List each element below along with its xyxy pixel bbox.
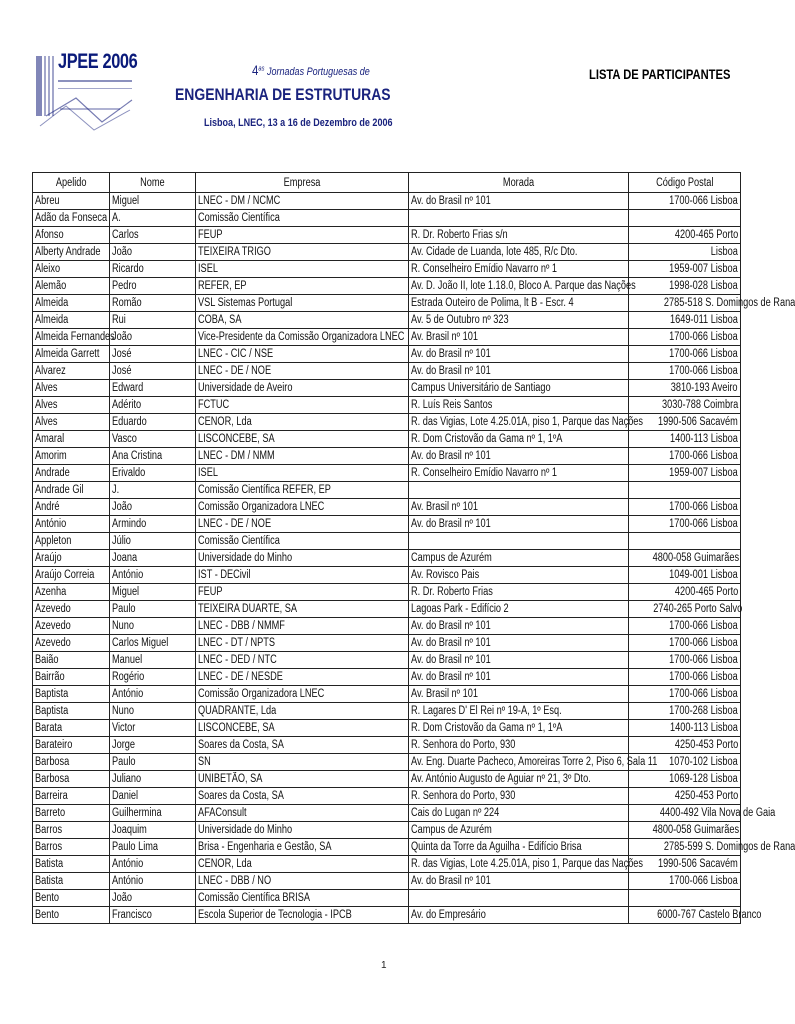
cell-apelido: Barros — [33, 822, 110, 839]
cell-empresa: LNEC - DE / NOE — [196, 516, 409, 533]
cell-empresa: Universidade do Minho — [196, 822, 409, 839]
cell-empresa: Comissão Científica REFER, EP — [196, 482, 409, 499]
event-place: Lisboa, LNEC, 13 a 16 de Dezembro de 2006 — [204, 117, 393, 129]
cell-codigo-postal: 1700-066 Lisboa — [629, 346, 741, 363]
table-row — [33, 278, 741, 295]
cell-morada: Av. do Brasil nº 101 — [409, 346, 629, 363]
cell-apelido: Araújo — [33, 550, 110, 567]
cell-apelido: Barbosa — [33, 771, 110, 788]
cell-apelido: Azevedo — [33, 618, 110, 635]
cell-apelido: Alves — [33, 397, 110, 414]
cell-morada: Av. Cidade de Luanda, lote 485, R/c Dto. — [409, 244, 629, 261]
cell-morada: Av. do Brasil nº 101 — [409, 873, 629, 890]
table-row — [33, 618, 741, 635]
event-title: ENGENHARIA DE ESTRUTURAS — [175, 85, 391, 104]
table-row — [33, 414, 741, 431]
cell-codigo-postal: 1700-066 Lisboa — [629, 635, 741, 652]
cell-codigo-postal: 1649-011 Lisboa — [629, 312, 741, 329]
cell-codigo-postal: 6000-767 Castelo Branco — [629, 907, 741, 924]
cell-nome: Nuno — [110, 703, 196, 720]
cell-empresa: LNEC - CIC / NSE — [196, 346, 409, 363]
cell-codigo-postal: 1400-113 Lisboa — [629, 720, 741, 737]
cell-codigo-postal: 1990-506 Sacavém — [629, 414, 741, 431]
cell-nome: João — [110, 329, 196, 346]
table-row — [33, 839, 741, 856]
cell-empresa: AFAConsult — [196, 805, 409, 822]
table-row — [33, 380, 741, 397]
cell-apelido: Adão da Fonseca — [33, 210, 110, 227]
cell-empresa: FEUP — [196, 584, 409, 601]
cell-apelido: Almeida Fernandes — [33, 329, 110, 346]
cell-codigo-postal: 1700-066 Lisboa — [629, 448, 741, 465]
cell-nome: António — [110, 567, 196, 584]
cell-nome: Vasco — [110, 431, 196, 448]
event-logo — [36, 50, 138, 134]
cell-codigo-postal: 1700-268 Lisboa — [629, 703, 741, 720]
table-body — [33, 193, 795, 924]
cell-apelido: Barreto — [33, 805, 110, 822]
cell-morada: Av. do Brasil nº 101 — [409, 193, 629, 210]
table-row — [33, 312, 741, 329]
cell-morada: Av. do Brasil nº 101 — [409, 448, 629, 465]
cell-codigo-postal: 1700-066 Lisboa — [629, 329, 741, 346]
table-row — [33, 244, 741, 261]
cell-morada: R. Dom Cristovão da Gama nº 1, 1ºA — [409, 720, 629, 737]
cell-empresa: Comissão Organizadora LNEC — [196, 499, 409, 516]
cell-apelido: Alves — [33, 414, 110, 431]
cell-empresa: LNEC - DE / NESDE — [196, 669, 409, 686]
cell-apelido: Baptista — [33, 703, 110, 720]
cell-nome: Carlos — [110, 227, 196, 244]
cell-codigo-postal — [629, 890, 741, 907]
cell-morada: R. das Vigias, Lote 4.25.01A, piso 1, Parque das Nações — [409, 856, 629, 873]
cell-apelido: Bento — [33, 890, 110, 907]
cell-morada: Av. Brasil nº 101 — [409, 329, 629, 346]
cell-codigo-postal: 1700-066 Lisboa — [629, 652, 741, 669]
table-row — [33, 567, 741, 584]
cell-empresa: FEUP — [196, 227, 409, 244]
table-row — [33, 516, 741, 533]
cell-empresa: Soares da Costa, SA — [196, 788, 409, 805]
cell-morada: Av. 5 de Outubro nº 323 — [409, 312, 629, 329]
cell-nome: António — [110, 873, 196, 890]
cell-empresa: VSL Sistemas Portugal — [196, 295, 409, 312]
cell-apelido: Barata — [33, 720, 110, 737]
table-row — [33, 397, 741, 414]
cell-empresa: Soares da Costa, SA — [196, 737, 409, 754]
cell-apelido: Alberty Andrade — [33, 244, 110, 261]
cell-morada: R. Conselheiro Emídio Navarro nº 1 — [409, 261, 629, 278]
table-row — [33, 533, 741, 550]
cell-empresa: SN — [196, 754, 409, 771]
cell-empresa: LNEC - DBB / NO — [196, 873, 409, 890]
cell-apelido: Afonso — [33, 227, 110, 244]
cell-nome: Rogério — [110, 669, 196, 686]
event-number-suffix: as — [258, 65, 265, 73]
cell-apelido: Batista — [33, 856, 110, 873]
cell-empresa: ISEL — [196, 465, 409, 482]
cell-nome: João — [110, 244, 196, 261]
cell-nome: Francisco — [110, 907, 196, 924]
cell-apelido: Barateiro — [33, 737, 110, 754]
cell-codigo-postal: 1069-128 Lisboa — [629, 771, 741, 788]
cell-codigo-postal: 1700-066 Lisboa — [629, 669, 741, 686]
cell-morada: Av. do Brasil nº 101 — [409, 635, 629, 652]
cell-nome: Miguel — [110, 584, 196, 601]
cell-codigo-postal: 1998-028 Lisboa — [629, 278, 741, 295]
cell-nome: José — [110, 363, 196, 380]
table-row — [33, 601, 741, 618]
column-header-nome: Nome — [110, 173, 196, 193]
logo-text: JPEE 2006 — [58, 50, 138, 73]
cell-morada: Av. D. João II, lote 1.18.0, Bloco A. Parque das Nações — [409, 278, 629, 295]
table-row — [33, 720, 741, 737]
table-row — [33, 754, 741, 771]
cell-nome: Romão — [110, 295, 196, 312]
table-row — [33, 669, 741, 686]
cell-empresa: CENOR, Lda — [196, 856, 409, 873]
cell-nome: Miguel — [110, 193, 196, 210]
table-row — [33, 584, 741, 601]
cell-codigo-postal: 1400-113 Lisboa — [629, 431, 741, 448]
cell-empresa: QUADRANTE, Lda — [196, 703, 409, 720]
cell-apelido: Almeida — [33, 295, 110, 312]
cell-empresa: TEIXEIRA DUARTE, SA — [196, 601, 409, 618]
cell-empresa: COBA, SA — [196, 312, 409, 329]
cell-morada — [409, 533, 629, 550]
cell-nome: Victor — [110, 720, 196, 737]
cell-codigo-postal: 4400-492 Vila Nova de Gaia — [629, 805, 741, 822]
cell-apelido: Almeida — [33, 312, 110, 329]
cell-empresa: LNEC - DT / NPTS — [196, 635, 409, 652]
cell-morada: R. Senhora do Porto, 930 — [409, 788, 629, 805]
cell-codigo-postal: 4200-465 Porto — [629, 584, 741, 601]
cell-apelido: Abreu — [33, 193, 110, 210]
table-row — [33, 448, 741, 465]
cell-codigo-postal: 3810-193 Aveiro — [629, 380, 741, 397]
cell-morada: Av. Brasil nº 101 — [409, 686, 629, 703]
column-header-morada: Morada — [409, 173, 629, 193]
cell-nome: Juliano — [110, 771, 196, 788]
table-row — [33, 210, 741, 227]
cell-morada — [409, 890, 629, 907]
cell-morada: Av. do Brasil nº 101 — [409, 669, 629, 686]
table-row — [33, 499, 741, 516]
cell-morada: Av. Brasil nº 101 — [409, 499, 629, 516]
cell-morada: Av. do Brasil nº 101 — [409, 516, 629, 533]
list-title: LISTA DE PARTICIPANTES — [589, 66, 731, 82]
event-number: 4 — [252, 62, 259, 78]
cell-nome: Ana Cristina — [110, 448, 196, 465]
cell-nome: Erivaldo — [110, 465, 196, 482]
cell-nome: Paulo — [110, 601, 196, 618]
table-row — [33, 822, 741, 839]
cell-codigo-postal: 2785-518 S. Domingos de Rana — [629, 295, 741, 312]
cell-empresa: Universidade do Minho — [196, 550, 409, 567]
cell-morada: Av. Eng. Duarte Pacheco, Amoreiras Torre 2, Piso 6, Sala 11 — [409, 754, 629, 771]
cell-apelido: Aleixo — [33, 261, 110, 278]
event-subtitle: Jornadas Portuguesas de — [266, 66, 370, 78]
cell-empresa: UNIBETÃO, SA — [196, 771, 409, 788]
table-row — [33, 329, 741, 346]
cell-empresa: LNEC - DE / NOE — [196, 363, 409, 380]
cell-empresa: Vice-Presidente da Comissão Organizadora LNEC — [196, 329, 409, 346]
cell-nome: Adérito — [110, 397, 196, 414]
cell-codigo-postal: 4800-058 Guimarães — [629, 822, 741, 839]
cell-codigo-postal: 1700-066 Lisboa — [629, 873, 741, 890]
table-row — [33, 771, 741, 788]
table-row — [33, 907, 741, 924]
cell-codigo-postal: 4250-453 Porto — [629, 788, 741, 805]
cell-empresa: TEIXEIRA TRIGO — [196, 244, 409, 261]
cell-morada: Av. António Augusto de Aguiar nº 21, 3º Dto. — [409, 771, 629, 788]
cell-morada: Av. do Brasil nº 101 — [409, 618, 629, 635]
event-subtitle-line — [252, 62, 370, 78]
table-row — [33, 737, 741, 754]
cell-morada: R. Senhora do Porto, 930 — [409, 737, 629, 754]
participants-table — [32, 172, 795, 924]
cell-codigo-postal: 1700-066 Lisboa — [629, 499, 741, 516]
cell-morada: Av. Rovisco Pais — [409, 567, 629, 584]
column-header-empresa: Empresa — [196, 173, 409, 193]
cell-apelido: Azenha — [33, 584, 110, 601]
cell-apelido: Andrade — [33, 465, 110, 482]
cell-apelido: Amorim — [33, 448, 110, 465]
table-row — [33, 856, 741, 873]
cell-empresa: LISCONCEBE, SA — [196, 720, 409, 737]
cell-nome: Nuno — [110, 618, 196, 635]
cell-codigo-postal: 1700-066 Lisboa — [629, 193, 741, 210]
cell-apelido: Barbosa — [33, 754, 110, 771]
cell-empresa: LNEC - DM / NMM — [196, 448, 409, 465]
cell-nome: J. — [110, 482, 196, 499]
cell-apelido: Alves — [33, 380, 110, 397]
column-header-apelido: Apelido — [33, 173, 110, 193]
cell-morada: R. Dr. Roberto Frias — [409, 584, 629, 601]
cell-nome: António — [110, 686, 196, 703]
cell-apelido: Alemão — [33, 278, 110, 295]
cell-codigo-postal: 4800-058 Guimarães — [629, 550, 741, 567]
cell-nome: Armindo — [110, 516, 196, 533]
cell-codigo-postal: Lisboa — [629, 244, 741, 261]
cell-morada: Lagoas Park - Edifício 2 — [409, 601, 629, 618]
table-row — [33, 193, 741, 210]
cell-codigo-postal: 1990-506 Sacavém — [629, 856, 741, 873]
cell-codigo-postal — [629, 210, 741, 227]
cell-morada: Estrada Outeiro de Polima, lt B - Escr. 4 — [409, 295, 629, 312]
cell-nome: Joaquim — [110, 822, 196, 839]
table-row — [33, 652, 741, 669]
cell-nome: Daniel — [110, 788, 196, 805]
cell-apelido: André — [33, 499, 110, 516]
cell-nome: Carlos Miguel — [110, 635, 196, 652]
cell-morada: R. das Vigias, Lote 4.25.01A, piso 1, Parque das Nações — [409, 414, 629, 431]
table-row — [33, 482, 741, 499]
table-row — [33, 465, 741, 482]
cell-morada: R. Dr. Roberto Frias s/n — [409, 227, 629, 244]
cell-codigo-postal — [629, 482, 741, 499]
cell-nome: José — [110, 346, 196, 363]
table-row — [33, 550, 741, 567]
table-row — [33, 346, 741, 363]
cell-morada: R. Lagares D' El Rei nº 19-A, 1º Esq. — [409, 703, 629, 720]
table-header-row — [33, 173, 741, 193]
cell-nome: João — [110, 890, 196, 907]
cell-empresa: Comissão Científica — [196, 533, 409, 550]
cell-nome: Paulo — [110, 754, 196, 771]
cell-codigo-postal: 1070-102 Lisboa — [629, 754, 741, 771]
cell-apelido: Batista — [33, 873, 110, 890]
table-row — [33, 788, 741, 805]
cell-morada: Av. do Empresário — [409, 907, 629, 924]
cell-apelido: Barreira — [33, 788, 110, 805]
cell-apelido: Almeida Garrett — [33, 346, 110, 363]
cell-empresa: ISEL — [196, 261, 409, 278]
cell-empresa: FCTUC — [196, 397, 409, 414]
cell-nome: Pedro — [110, 278, 196, 295]
cell-apelido: Baptista — [33, 686, 110, 703]
cell-empresa: LISCONCEBE, SA — [196, 431, 409, 448]
cell-morada: R. Dom Cristovão da Gama nº 1, 1ºA — [409, 431, 629, 448]
cell-empresa: LNEC - DED / NTC — [196, 652, 409, 669]
table-row — [33, 805, 741, 822]
cell-codigo-postal: 1049-001 Lisboa — [629, 567, 741, 584]
cell-morada: Quinta da Torre da Aguilha - Edifício Brisa — [409, 839, 629, 856]
cell-apelido: António — [33, 516, 110, 533]
cell-empresa: LNEC - DBB / NMMF — [196, 618, 409, 635]
cell-nome: João — [110, 499, 196, 516]
cell-morada: Campus de Azurém — [409, 822, 629, 839]
cell-nome: Paulo Lima — [110, 839, 196, 856]
column-header-codigo-postal: Código Postal — [629, 173, 741, 193]
cell-codigo-postal: 1700-066 Lisboa — [629, 516, 741, 533]
cell-morada: Av. do Brasil nº 101 — [409, 652, 629, 669]
cell-empresa: Escola Superior de Tecnologia - IPCB — [196, 907, 409, 924]
page-number: 1 — [381, 960, 387, 971]
table-row — [33, 295, 741, 312]
cell-empresa: IST - DECivil — [196, 567, 409, 584]
cell-empresa: REFER, EP — [196, 278, 409, 295]
cell-morada — [409, 210, 629, 227]
cell-nome: Rui — [110, 312, 196, 329]
table-row — [33, 635, 741, 652]
cell-morada: Campus de Azurém — [409, 550, 629, 567]
cell-empresa: Comissão Científica BRISA — [196, 890, 409, 907]
table-row — [33, 890, 741, 907]
cell-nome: Eduardo — [110, 414, 196, 431]
cell-empresa: CENOR, Lda — [196, 414, 409, 431]
cell-apelido: Bento — [33, 907, 110, 924]
cell-morada: R. Luís Reis Santos — [409, 397, 629, 414]
cell-empresa: Universidade de Aveiro — [196, 380, 409, 397]
cell-apelido: Bairrão — [33, 669, 110, 686]
cell-codigo-postal: 1700-066 Lisboa — [629, 686, 741, 703]
cell-apelido: Araújo Correia — [33, 567, 110, 584]
cell-apelido: Amaral — [33, 431, 110, 448]
cell-codigo-postal: 1959-007 Lisboa — [629, 261, 741, 278]
table-row — [33, 703, 741, 720]
cell-morada: Campus Universitário de Santiago — [409, 380, 629, 397]
cell-codigo-postal: 1700-066 Lisboa — [629, 363, 741, 380]
table-row — [33, 686, 741, 703]
table-row — [33, 227, 741, 244]
cell-codigo-postal: 4250-453 Porto — [629, 737, 741, 754]
cell-nome: Manuel — [110, 652, 196, 669]
cell-nome: Guilhermina — [110, 805, 196, 822]
cell-apelido: Azevedo — [33, 601, 110, 618]
cell-morada: Av. do Brasil nº 101 — [409, 363, 629, 380]
cell-codigo-postal: 1959-007 Lisboa — [629, 465, 741, 482]
cell-apelido: Barros — [33, 839, 110, 856]
cell-apelido: Andrade Gil — [33, 482, 110, 499]
cell-apelido: Alvarez — [33, 363, 110, 380]
cell-apelido: Baião — [33, 652, 110, 669]
cell-empresa: Comissão Científica — [196, 210, 409, 227]
table-row — [33, 363, 741, 380]
cell-nome: Jorge — [110, 737, 196, 754]
cell-codigo-postal: 2785-599 S. Domingos de Rana — [629, 839, 741, 856]
cell-codigo-postal: 3030-788 Coimbra — [629, 397, 741, 414]
cell-nome: Júlio — [110, 533, 196, 550]
cell-morada: R. Conselheiro Emídio Navarro nº 1 — [409, 465, 629, 482]
cell-morada: Cais do Lugan nº 224 — [409, 805, 629, 822]
cell-empresa: Comissão Organizadora LNEC — [196, 686, 409, 703]
cell-codigo-postal: 2740-265 Porto Salvo — [629, 601, 741, 618]
table-row — [33, 431, 741, 448]
table-row — [33, 261, 741, 278]
cell-codigo-postal — [629, 533, 741, 550]
cell-nome: Ricardo — [110, 261, 196, 278]
cell-nome: Edward — [110, 380, 196, 397]
cell-nome: António — [110, 856, 196, 873]
cell-codigo-postal: 4200-465 Porto — [629, 227, 741, 244]
cell-apelido: Appleton — [33, 533, 110, 550]
table-row — [33, 873, 741, 890]
cell-morada — [409, 482, 629, 499]
cell-empresa: LNEC - DM / NCMC — [196, 193, 409, 210]
cell-empresa: Brisa - Engenharia e Gestão, SA — [196, 839, 409, 856]
cell-nome: A. — [110, 210, 196, 227]
cell-nome: Joana — [110, 550, 196, 567]
cell-codigo-postal: 1700-066 Lisboa — [629, 618, 741, 635]
cell-apelido: Azevedo — [33, 635, 110, 652]
